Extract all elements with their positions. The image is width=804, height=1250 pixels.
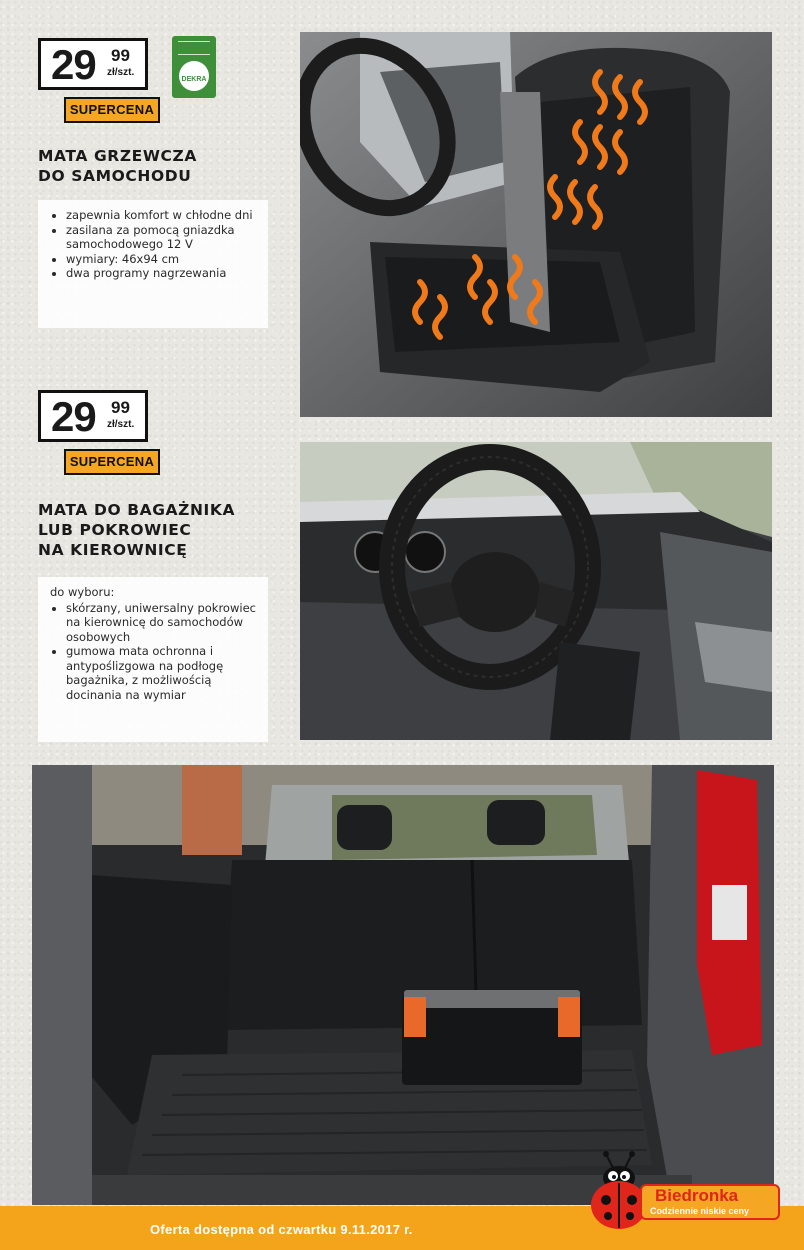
feature-item: • wymiary: 46x94 cm (66, 252, 260, 267)
dekra-label: DEKRA (179, 61, 209, 91)
price-tag-mat-or-cover (38, 390, 148, 442)
feature-item: • gumowa mata ochronna i antypoślizgowa na podłogę bagażnika, z możliwością docinania na wymiar (66, 644, 260, 702)
brand-slogan: Codziennie niskie ceny (650, 1206, 750, 1216)
price-unit: zł/szt. (107, 419, 135, 430)
title-line: LUB POKROWIEC (38, 521, 192, 539)
title-line: NA KIEROWNICĘ (38, 541, 188, 559)
choice-intro: do wyboru: (50, 585, 115, 599)
title-line: MATA GRZEWCZA (38, 147, 197, 165)
dekra-certificate-icon (172, 36, 216, 98)
product-title-heated-mat (38, 146, 197, 186)
price-decimal: 99 (111, 46, 130, 65)
feature-item: • zapewnia komfort w chłodne dni (66, 208, 260, 223)
price-integer: 29 (51, 393, 96, 440)
brand-name: Biedronka (655, 1186, 739, 1205)
feature-item: • zasilana za pomocą gniazdka samochodowego 12 V (66, 223, 260, 252)
supercena-badge: SUPERCENA (64, 449, 160, 475)
title-line: MATA DO BAGAŻNIKA (38, 501, 236, 519)
feature-item: • skórzany, uniwersalny pokrowiec na kierownicę do samochodów osobowych (66, 601, 260, 645)
trunk-mat-photo (32, 765, 774, 1205)
title-line: DO SAMOCHODU (38, 167, 192, 185)
price-tag-heated-mat (38, 38, 148, 90)
offer-availability-text: Oferta dostępna od czwartku 9.11.2017 r. (150, 1222, 413, 1237)
feature-item: • dwa programy nagrzewania (66, 266, 260, 281)
steering-wheel-cover-photo (300, 442, 772, 740)
price-decimal: 99 (111, 398, 130, 417)
feature-list-heated-mat (38, 200, 268, 328)
product-title-mat-or-cover (38, 500, 235, 560)
supercena-badge: SUPERCENA (64, 97, 160, 123)
heated-seat-photo (300, 32, 772, 417)
price-unit: zł/szt. (107, 67, 135, 78)
price-integer: 29 (51, 41, 96, 88)
feature-list-mat-or-cover (38, 577, 268, 742)
